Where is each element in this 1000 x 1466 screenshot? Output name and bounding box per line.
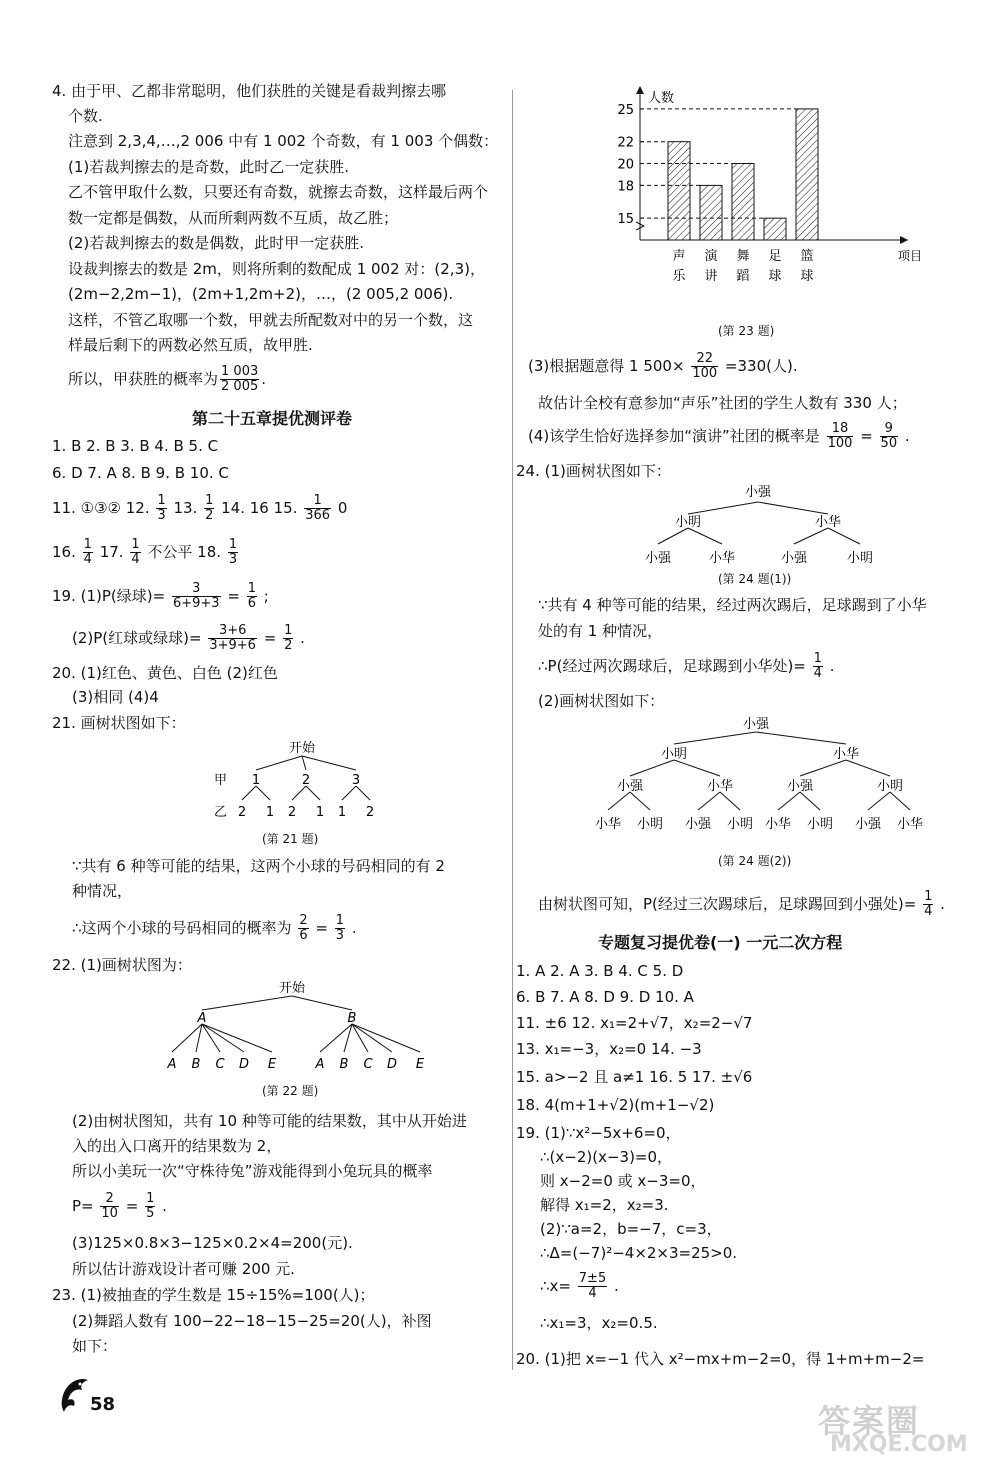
numerator: 1 [247,581,257,596]
text-line: (2)舞蹈人数有 100−22−18−15−25=20(人)，补图 [72,1312,432,1330]
fraction [220,365,259,394]
y-tick-label: 25 [617,102,634,118]
text-line: 所以，甲获胜的概率为 $\frac{1 003}{2 005}$ . [68,364,267,394]
answer-line: 1. A 2. A 3. B 4. C 5. D [516,962,684,980]
text-line: 故估计全校有意参加“声乐”社团的学生人数有 330 人； [538,394,907,412]
numerator: 1 [131,537,140,552]
category-label: 舞 [736,249,750,264]
tree-leaf: D [238,1057,250,1072]
denominator: 4 [924,904,933,919]
tree-leaf: A [167,1057,177,1072]
bar [732,164,754,240]
text: . [614,1277,619,1295]
tree-node: 小明 [674,515,702,530]
numerator: 1 [228,537,238,552]
tree-node: 小华 [706,779,734,794]
fraction [304,494,331,523]
tree-diagram-22 [152,978,432,1078]
x-axis-label: 项目 [898,249,923,263]
numerator: 1 [924,889,933,904]
text-line [538,890,945,919]
text: (2)P(红球或绿球)= [72,629,202,647]
bar [764,218,786,240]
denominator: 3 [157,508,166,523]
answer-line [540,1272,619,1301]
denominator: 2 005 [221,379,259,394]
denominator: 5 [146,1206,155,1221]
answer-line: 18. 4(m+1+√2)(m+1−√2) [516,1096,715,1114]
tree-node: 1 [265,805,275,820]
numerator: 9 [880,422,899,437]
figure-caption: (第 24 题(1)) [718,572,792,586]
tree-node: 2 [365,805,375,820]
denominator: 4 [131,552,140,567]
tree-root: 小强 [742,717,770,732]
denominator: 6+9+3 [172,596,220,611]
text-line [72,914,357,943]
bar [796,109,818,240]
tree-node: 3 [351,773,361,788]
tree-node: 2 [301,773,311,788]
category-label: 球 [800,269,814,284]
text: ∴P(经过两次踢球后，足球踢到小华处)= [538,657,806,675]
answer-line: ∴(x−2)(x−3)=0， [540,1148,673,1166]
category-label: 声 [672,249,686,264]
tree-leaf: 小强 [644,551,672,566]
fraction [208,624,257,653]
fraction [578,1272,607,1301]
tree-node: 小明 [660,747,688,762]
tree-diagram-24-2 [588,714,928,850]
answer-line: 1. B 2. B 3. B 4. B 5. C [52,437,219,455]
tree-leaf: B [191,1057,201,1072]
tree-leaf: 小明 [806,817,834,832]
text: = [315,919,328,937]
category-label: 球 [768,269,782,284]
answer-line-11 [52,494,347,523]
y-axis-arrow [636,86,644,94]
numerator: 1 [813,651,822,666]
section-title: 专题复习提优卷(一) 一元二次方程 [598,933,843,952]
text-line [528,422,910,451]
answer-line: 则 x−2=0 或 x−3=0， [540,1172,706,1190]
text: 14. 16 15. [221,499,298,517]
answer-line: (3)相同 (4)4 [72,688,159,706]
numerator: 2 [100,1192,119,1207]
text: 19. (1)P(绿球)= [52,587,166,605]
tree-leaf: 小明 [846,551,874,566]
text: . [904,427,910,445]
tree-leaf: 小强 [780,551,808,566]
text-line: 种情况， [72,882,133,900]
denominator: 366 [305,508,331,523]
text: =330(人). [724,357,798,375]
tree-node: 小华 [814,515,842,530]
y-tick-label: 20 [617,157,634,173]
numerator: 2 [299,913,308,928]
text-line: (1)若裁判擦去的是奇数，此时乙一定获胜. [68,158,350,176]
numerator: 3+6 [208,624,257,639]
text: 17. [99,543,124,561]
tree-node: 1 [337,805,347,820]
text-line: 4. 由于甲、乙都非常聪明，他们获胜的关键是看裁判擦去哪 [52,82,447,100]
tree-node: 1 [315,805,325,820]
text-line: 乙不管甲取什么数，只要还有奇数，就擦去奇数，这样最后两个 [68,183,489,201]
numerator: 7±5 [578,1271,607,1286]
denominator: 2 [205,508,214,523]
text-line: 23. (1)被抽查的学生数是 15÷15%=100(人)； [52,1286,375,1304]
tree-leaf: A [315,1057,325,1072]
answer-line-19b [72,624,305,653]
tree-leaf: C [215,1057,225,1072]
tree-diagram-21 [202,738,402,828]
text: ∴x= [540,1277,571,1295]
tree-node: B [347,1011,357,1026]
text: = [125,1197,139,1215]
text: 由树状图可知，P(经过三次踢球后，足球踢回到小强处)= [538,895,917,913]
text-line: 所以估计游戏设计者可赚 200 元. [72,1260,295,1278]
denominator: 6 [299,928,308,943]
text: 16. [52,543,76,561]
tree-leaf: 小华 [594,817,622,832]
fraction [172,582,221,611]
text-line: 入的出入口离开的结果数为 2， [72,1137,282,1155]
tree-node: A [197,1011,207,1026]
tree-node: 小华 [832,747,860,762]
denominator: 4 [813,666,822,681]
text: 不公平 18. [147,543,222,561]
text-line: 如下： [72,1337,118,1355]
fraction [335,914,345,943]
numerator: 18 [827,422,854,437]
answer-line: 20. (1)红色、黄色、白色 (2)红色 [52,664,278,682]
y-tick-label: 15 [617,212,634,228]
numerator: 1 [205,493,214,508]
text: . [940,895,945,913]
category-label: 足 [768,249,782,264]
category-label: 蹈 [736,269,750,284]
fraction [204,494,214,523]
denominator: 2 [284,638,293,653]
denominator: 3 [335,928,345,943]
denominator: 10 [101,1206,118,1221]
fraction [827,422,854,451]
text: 11. ①③② 12. [52,499,150,517]
text-line: 数一定都是偶数，从而所剩两数不互质，故乙胜； [68,209,399,227]
tree-node: 2 [287,805,297,820]
watermark: 答案圈 [818,1402,921,1440]
category-label: 讲 [704,269,718,284]
tree-leaf: C [363,1057,373,1072]
numerator: 1 [335,913,345,928]
answer-line: 21. 画树状图如下： [52,714,186,732]
numerator: 1 [304,494,331,509]
numerator: 1 [83,537,92,552]
tree-root: 开始 [288,741,316,756]
fraction [228,538,238,567]
dolphin-logo-icon [58,1370,92,1418]
text-line: 所以小美玩一次“守株待兔”游戏能得到小兔玩具的概率 [72,1162,433,1180]
answer-line: 解得 x₁=2，x₂=3. [540,1196,669,1214]
tree-leaf: E [415,1057,425,1072]
denominator: 4 [588,1286,597,1301]
tree-node: 小强 [616,779,644,794]
numerator: 1 [146,1191,155,1206]
answer-line: ∴x₁=3，x₂=0.5. [540,1314,658,1332]
answer-line: 15. a>−2 且 a≠1 16. 5 17. ±√6 [516,1068,753,1086]
category-label: 演 [704,249,718,264]
text-line [538,652,835,681]
numerator: 22 [691,352,718,367]
denominator: 6 [247,596,257,611]
denominator: 100 [827,436,853,451]
tree-diagram-24-1 [638,482,878,572]
denominator: 3 [228,552,238,567]
bar-chart-23 [588,86,928,310]
y-axis-label: 人数 [648,91,675,106]
tree-node: 2 [237,805,247,820]
tree-root: 小强 [744,485,772,500]
numerator: 1 [157,493,166,508]
y-tick-label: 22 [617,135,634,151]
answer-line: 6. D 7. A 8. B 9. B 10. C [52,464,229,482]
text: ; [263,587,269,605]
fraction [283,624,293,653]
fraction [813,652,823,681]
text: . [300,629,305,647]
text: P= [72,1197,94,1215]
text-line: (2)由树状图知，共有 10 种等可能的结果数，其中从开始进 [72,1112,467,1130]
tree-leaf: 小华 [764,817,792,832]
fraction [83,538,93,567]
tree-row-label: 甲 [214,773,228,788]
section-title: 第二十五章提优测评卷 [192,409,353,428]
answer-line: 20. (1)把 x=−1 代入 x²−mx+m−2=0，得 1+m+m−2= [516,1350,925,1368]
numerator: 1 003 [221,364,259,379]
answer-line: 19. (1)∵x²−5x+6=0， [516,1124,681,1142]
denominator: 3+9+6 [209,638,256,653]
answer-line-19a [52,582,269,611]
answer-line: ∴Δ=(−7)²−4×2×3=25>0. [540,1244,738,1262]
denominator: 100 [692,366,718,381]
text-line: (3)125×0.8×3−125×0.2×4=200(元). [72,1234,353,1252]
watermark: MXQE.COM [830,1432,968,1457]
answer-line: (2)∵a=2，b=−7，c=3， [540,1220,722,1238]
tree-leaf: 小华 [896,817,924,832]
tree-leaf: B [339,1057,349,1072]
text: . [351,919,357,937]
text-line: (2)若裁判擦去的数是偶数，此时甲一定获胜. [68,234,365,252]
fraction [298,914,308,943]
text-line: 24. (1)画树状图如下： [516,462,671,480]
text-line: ∵共有 4 种等可能的结果，经过两次踢后，足球踢到了小华 [538,596,927,614]
tree-leaf: 小强 [854,817,882,832]
tree-node: 1 [251,773,261,788]
answer-line: 22. (1)画树状图为： [52,956,192,974]
text: (3)根据题意得 1 500× [528,357,685,375]
answer-line-16 [52,538,240,567]
figure-caption: (第 22 题) [262,1084,319,1098]
text-line: 样最后剩下的两数必然互质，故甲胜. [68,336,313,354]
tree-leaf: 小明 [636,817,664,832]
bar [668,142,690,240]
answer-line: 6. B 7. A 8. D 9. D 10. A [516,988,694,1006]
x-axis-arrow [900,236,908,244]
denominator: 50 [880,436,898,451]
tree-leaf: 小华 [708,551,736,566]
text: = [860,427,873,445]
denominator: 4 [83,552,92,567]
text-line: 这样，不管乙取哪一个数，甲就去所配数对中的另一个数，这 [68,311,474,329]
text: 0 [337,499,348,517]
text-line: ∵共有 6 种等可能的结果，这两个小球的号码相同的有 2 [72,857,445,875]
text-line: 设裁判擦去的数是 2m，则将所剩的数配成 1 002 对：(2,3)， [68,260,485,278]
figure-caption: (第 21 题) [262,832,319,846]
fraction [247,582,257,611]
text: = [227,587,240,605]
fraction [145,1192,155,1221]
tree-node: 小强 [786,779,814,794]
text: 所以，甲获胜的概率为 [68,370,219,388]
text-line: 个数. [68,107,103,125]
category-label: 篮 [800,249,814,264]
text-line: (2)画树状图如下： [538,692,665,710]
answer-line: 13. x₁=−3，x₂=0 14. −3 [516,1040,702,1058]
text-line: (2m−2,2m−1)，(2m+1,2m+2)，…，(2 005,2 006). [68,285,454,303]
fraction [691,352,718,381]
text-line: 处的有 1 种情况， [538,622,663,640]
fraction [923,890,933,919]
bar [700,185,722,240]
y-tick-label: 18 [617,179,634,195]
text-line: 注意到 2,3,4,…,2 006 中有 1 002 个奇数，有 1 003 个偶数： [68,132,499,150]
text: (4)该学生恰好选择参加“演讲”社团的概率是 [528,427,820,445]
fraction [880,422,899,451]
page-number: 58 [90,1394,116,1415]
figure-caption: (第 23 题) [718,324,775,338]
tree-leaf: E [267,1057,277,1072]
text: = [263,629,277,647]
text: . [162,1197,167,1215]
tree-root: 开始 [278,981,306,996]
text: . [829,657,835,675]
tree-leaf: 小明 [726,817,754,832]
fraction [130,538,140,567]
text: ∴这两个小球的号码相同的概率为 [72,919,292,937]
text-line [72,1192,167,1221]
tree-node: 小明 [876,779,904,794]
numerator: 3 [172,582,221,597]
column-divider [512,90,513,1370]
numerator: 1 [284,623,293,638]
category-label: 乐 [672,269,686,284]
text: 13. [173,499,198,517]
fraction [100,1192,119,1221]
fraction [156,494,166,523]
text-line [528,352,798,381]
tree-leaf: D [386,1057,398,1072]
tree-leaf: 小强 [684,817,712,832]
answer-line: 11. ±6 12. x₁=2+√7，x₂=2−√7 [516,1014,753,1032]
figure-caption: (第 24 题(2)) [718,854,792,868]
tree-row-label: 乙 [214,805,228,820]
